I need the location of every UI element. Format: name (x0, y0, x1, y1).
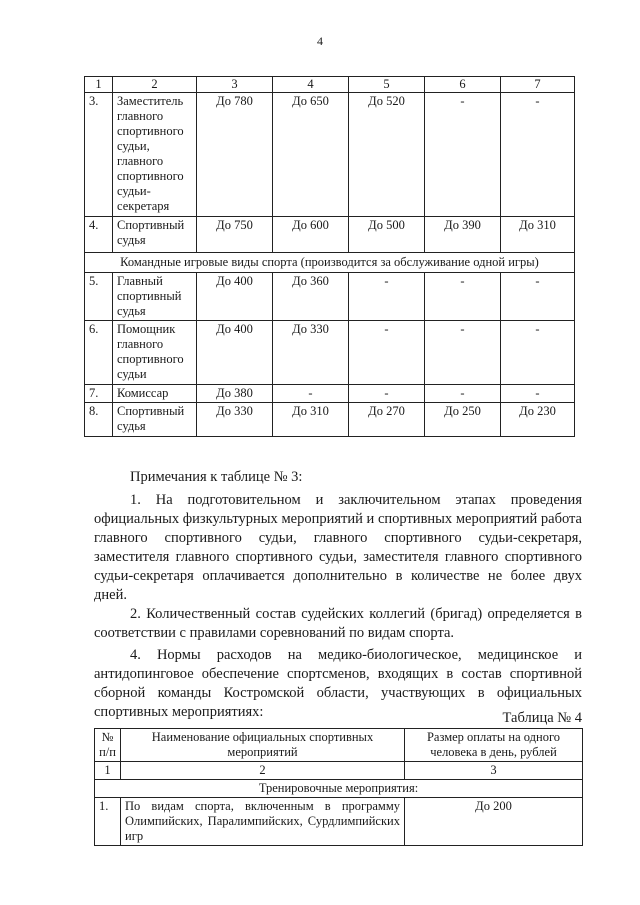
cell-value: - (425, 385, 501, 403)
cell-value: - (349, 273, 425, 321)
cell-value: - (349, 321, 425, 385)
column-number: 1 (85, 77, 113, 93)
cell-value: До 200 (405, 798, 583, 846)
referee-pay-table (84, 76, 575, 437)
section-heading: Командные игровые виды спорта (производится за обслуживание одной игры) (85, 253, 575, 273)
cell-value: До 270 (349, 403, 425, 437)
cell-value: До 250 (425, 403, 501, 437)
row-number: 5. (85, 273, 113, 321)
medical-support-table (94, 728, 583, 846)
table-row (85, 321, 575, 385)
row-name: Комиссар (113, 385, 197, 403)
section-row (95, 780, 583, 798)
cell-value: До 600 (273, 217, 349, 253)
cell-value: - (425, 321, 501, 385)
notes-heading: Примечания к таблице № 3: (130, 469, 303, 485)
row-number: 7. (85, 385, 113, 403)
cell-value: До 330 (197, 403, 273, 437)
cell-value: До 520 (349, 93, 425, 217)
cell-value: До 780 (197, 93, 273, 217)
row-number: 3. (85, 93, 113, 217)
header-cell: № п/п (95, 729, 121, 762)
table-header-row (85, 77, 575, 93)
table-row (85, 403, 575, 437)
cell-value: - (273, 385, 349, 403)
table-row (95, 798, 583, 846)
column-number: 7 (501, 77, 575, 93)
row-name: Спортивный судья (113, 217, 197, 253)
table-notes (94, 468, 582, 643)
column-number: 2 (121, 762, 405, 780)
header-cell: Размер оплаты на одного человека в день, рублей (405, 729, 583, 762)
column-number: 1 (95, 762, 121, 780)
row-number: 1. (95, 798, 121, 846)
row-number: 8. (85, 403, 113, 437)
cell-value: - (501, 321, 575, 385)
cell-value: До 380 (197, 385, 273, 403)
cell-value: До 390 (425, 217, 501, 253)
cell-value: До 400 (197, 321, 273, 385)
note-paragraph: 1. На подготовительном и заключительном этапах проведения официальных физкультурных мероприятий и спортивных мероприятий работа главного спортивного судьи, главного спортивного судьи-секретаря, заместителя главного спортивного судьи, заместителя главного спортивного судьи-секретаря оплачивается дополнительно в количестве не более двух дней. (94, 492, 582, 603)
column-number: 4 (273, 77, 349, 93)
section-heading: Тренировочные мероприятия: (95, 780, 583, 798)
table-row (85, 217, 575, 253)
column-number: 6 (425, 77, 501, 93)
row-name: Заместитель главного спортивного судьи, главного спортивного судьи-секретаря (113, 93, 197, 217)
cell-value: - (425, 273, 501, 321)
column-number: 3 (405, 762, 583, 780)
cell-value: До 310 (273, 403, 349, 437)
page-number: 4 (317, 34, 323, 48)
note-paragraph: 2. Количественный состав судейских коллегий (бригад) определяется в соответствии с правилами соревнований по видам спорта. (94, 606, 582, 641)
row-number: 6. (85, 321, 113, 385)
row-name: По видам спорта, включенным в программу Олимпийских, Паралимпийских, Сурдлимпийских игр (121, 798, 405, 846)
column-number: 2 (113, 77, 197, 93)
cell-value: До 230 (501, 403, 575, 437)
table-header-row (95, 729, 583, 762)
cell-value: До 400 (197, 273, 273, 321)
header-cell: Наименование официальных спортивных мероприятий (121, 729, 405, 762)
cell-value: До 500 (349, 217, 425, 253)
column-number-row (95, 762, 583, 780)
column-number: 3 (197, 77, 273, 93)
row-name: Помощник главного спортивного судьи (113, 321, 197, 385)
cell-value: До 750 (197, 217, 273, 253)
cell-value: - (501, 273, 575, 321)
cell-value: - (349, 385, 425, 403)
row-name: Главный спортивный судья (113, 273, 197, 321)
section-row (85, 253, 575, 273)
cell-value: - (501, 93, 575, 217)
cell-value: - (501, 385, 575, 403)
row-name: Спортивный судья (113, 403, 197, 437)
cell-value: До 330 (273, 321, 349, 385)
column-number: 5 (349, 77, 425, 93)
section-text: 4. Нормы расходов на медико-биологическое, медицинское и антидопинговое обеспечение спортсменов, входящих в состав спортивной сборной команды Костромской области, участвующих в официальных спортивных мероприятиях: (94, 647, 582, 720)
table-row (85, 273, 575, 321)
table-row (85, 385, 575, 403)
cell-value: - (425, 93, 501, 217)
cell-value: До 650 (273, 93, 349, 217)
table-row (85, 93, 575, 217)
table-caption: Таблица № 4 (502, 710, 582, 726)
cell-value: До 310 (501, 217, 575, 253)
cell-value: До 360 (273, 273, 349, 321)
row-number: 4. (85, 217, 113, 253)
